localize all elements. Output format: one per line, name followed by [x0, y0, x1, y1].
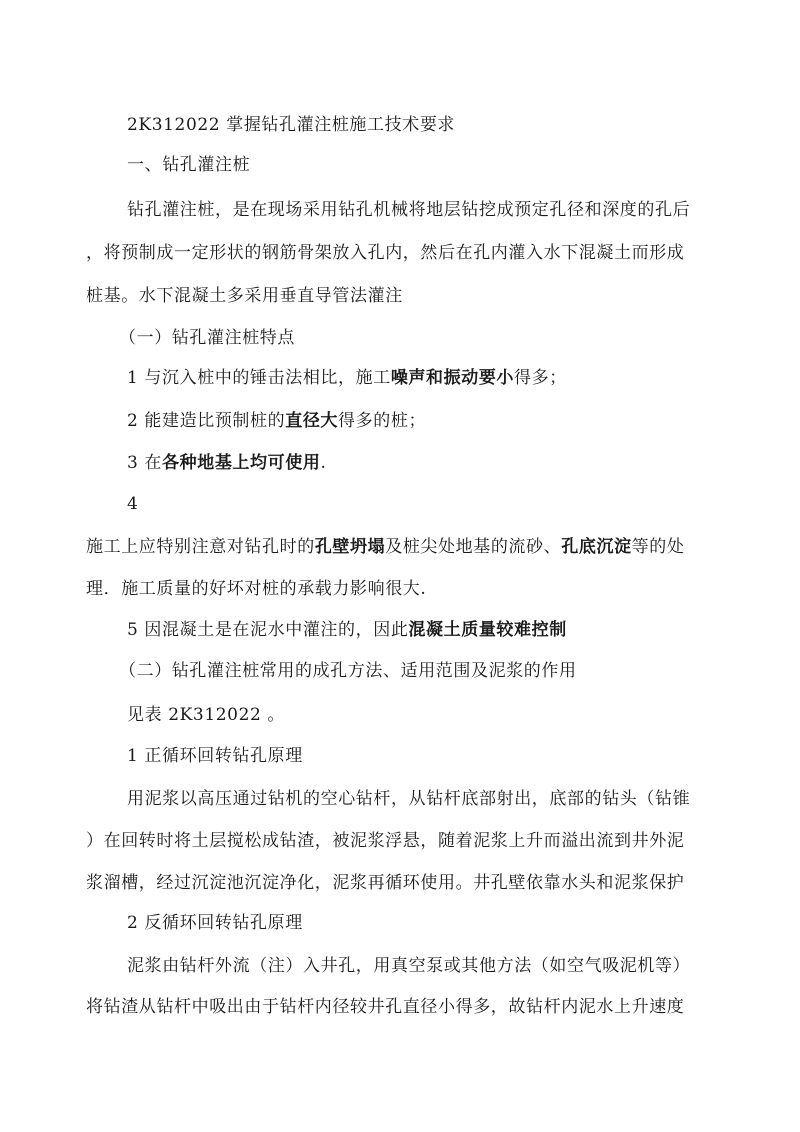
feature-text: 5 因混凝土是在泥水中灌注的，因此 — [127, 620, 409, 640]
feature-emphasis: 直径大 — [285, 411, 339, 431]
intro-paragraph-line: 桩基。水下混凝土多采用垂直导管法灌注 — [86, 286, 403, 306]
feature-emphasis: 噪声和振动要小 — [390, 368, 515, 388]
feature-point-5 — [127, 619, 567, 641]
feature-point-1 — [127, 367, 567, 389]
intro-paragraph-line: ，将预制成一定形状的钢筋骨架放入孔内，然后在孔内灌入水下混凝土而形成 — [86, 243, 685, 263]
feature-text: 等的处 — [631, 537, 685, 557]
method-heading: 1 正循环回转钻孔原理 — [127, 746, 303, 766]
feature-text: 及桩尖处地基的流砂、 — [385, 537, 562, 557]
method-paragraph-line: 用泥浆以高压通过钻机的空心钻杆，从钻杆底部射出，底部的钻头（钻锥 — [127, 789, 691, 809]
feature-point-4-number: 4 — [127, 494, 139, 514]
feature-point-4-line — [86, 536, 684, 558]
intro-paragraph-line: 钻孔灌注桩，是在现场采用钻孔机械将地层钻挖成预定孔径和深度的孔后 — [127, 200, 691, 220]
feature-text: . — [320, 453, 327, 473]
feature-emphasis: 孔底沉淀 — [561, 537, 632, 557]
document-title: 2K312022 掌握钻孔灌注桩施工技术要求 — [127, 115, 456, 135]
table-reference: 见表 2K312022 。 — [127, 705, 286, 725]
feature-point-3 — [127, 452, 326, 474]
feature-point-4-line: 理．施工质量的好坏对桩的承载力影响很大. — [86, 579, 427, 599]
feature-point-2 — [127, 410, 426, 432]
section-heading: 一、钻孔灌注桩 — [127, 155, 251, 175]
feature-text: 施工上应特别注意对钻孔时的 — [86, 537, 315, 557]
feature-text: 3 在 — [127, 453, 163, 473]
feature-text: 得多的桩； — [338, 411, 427, 431]
method-paragraph-line: 将钻渣从钻杆中吸出由于钻杆内径较井孔直径小得多，故钻杆内泥水上升速度 — [86, 997, 685, 1017]
feature-emphasis: 混凝土质量较难控制 — [408, 620, 567, 640]
feature-emphasis: 各种地基上均可使用 — [162, 453, 321, 473]
method-heading: 2 反循环回转钻孔原理 — [127, 913, 303, 933]
method-paragraph-line: 泥浆由钻杆外流（注）入井孔，用真空泵或其他方法（如空气吸泥机等） — [127, 956, 691, 976]
feature-text: 得多； — [514, 368, 567, 388]
feature-text: 1 与沉入桩中的锤击法相比，施工 — [127, 368, 391, 388]
subsection-heading: （二）钻孔灌注桩常用的成孔方法、适用范围及泥浆的作用 — [119, 661, 577, 681]
method-paragraph-line: ）在回转时将土层搅松成钻渣，被泥浆浮悬，随着泥浆上升而溢出流到井外泥 — [86, 831, 685, 851]
method-paragraph-line: 浆溜槽，经过沉淀池沉淀净化，泥浆再循环使用。井孔壁依靠水头和泥浆保护 — [86, 873, 685, 893]
subsection-heading: （一）钻孔灌注桩特点 — [119, 328, 295, 348]
feature-emphasis: 孔壁坍塌 — [314, 537, 386, 557]
feature-text: 2 能建造比预制桩的 — [127, 411, 286, 431]
